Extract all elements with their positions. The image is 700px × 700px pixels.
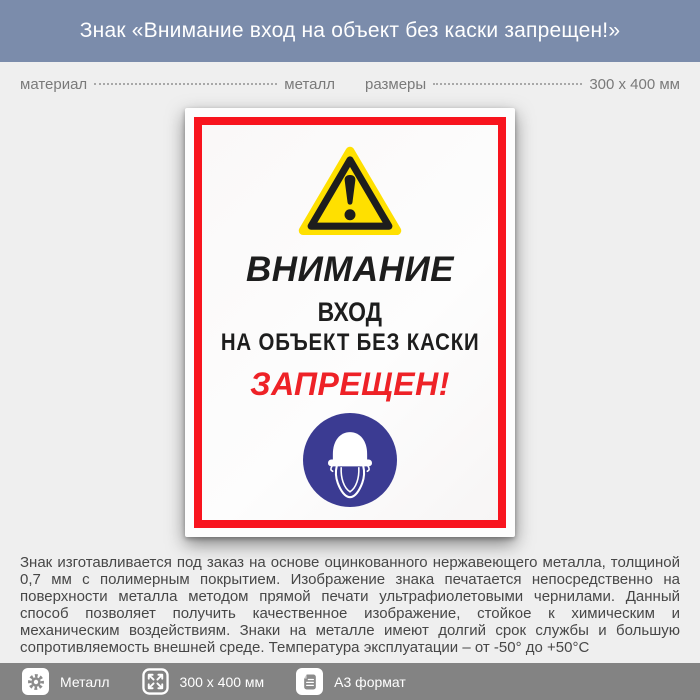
hard-hat-mandatory-icon [303, 413, 397, 507]
footer-item-format [296, 668, 406, 695]
dotted-leader [94, 83, 277, 85]
expand-arrows-icon [142, 668, 169, 695]
size-value: 300 x 400 мм [589, 75, 680, 93]
product-description: Знак изготавливается под заказ на основе оцинкованного нержавеющего металла, толщиной 0,7 мм с полимерным покрытием. Изображение знака печатается непосредственно на поверхности металла методом прямой печати ультрафиолетовыми чернилами. Данный способ позволяет получить качественное изображение, стойкое к химическим и механическим воздействиям. Знаки на металле имеют долгий срок службы и большую сопротивляемость внешней среде. Температура эксплуатации – от -50° до +50°С [20, 554, 680, 656]
footer-bar [0, 663, 700, 700]
sign-entry-text: ВХОД [317, 297, 383, 327]
size-label: размеры [365, 75, 427, 93]
gear-icon [22, 668, 49, 695]
document-icon [296, 668, 323, 695]
dotted-leader [433, 83, 582, 85]
warning-triangle-icon [297, 143, 403, 237]
page-title: Знак «Внимание вход на объект без каски запрещен!» [79, 19, 621, 42]
footer-size-label: 300 x 400 мм [179, 673, 265, 690]
footer-item-size [142, 668, 265, 695]
footer-material-label: Металл [60, 673, 110, 690]
footer-item-material [22, 668, 110, 695]
footer-format-label: А3 формат [334, 673, 406, 690]
material-value: металл [284, 75, 335, 93]
sign-object-text: НА ОБЪЕКТ БЕЗ КАСКИ [220, 329, 480, 356]
sign-forbidden-text: ЗАПРЕЩЕН! [250, 366, 450, 402]
sign-image [185, 108, 515, 537]
sign-attention-text: ВНИМАНИЕ [246, 250, 454, 289]
spec-size [365, 76, 680, 93]
spec-row [0, 62, 700, 106]
sign-red-frame [194, 117, 506, 528]
title-bar [0, 0, 700, 62]
spec-material [20, 76, 335, 93]
material-label: материал [20, 75, 88, 93]
